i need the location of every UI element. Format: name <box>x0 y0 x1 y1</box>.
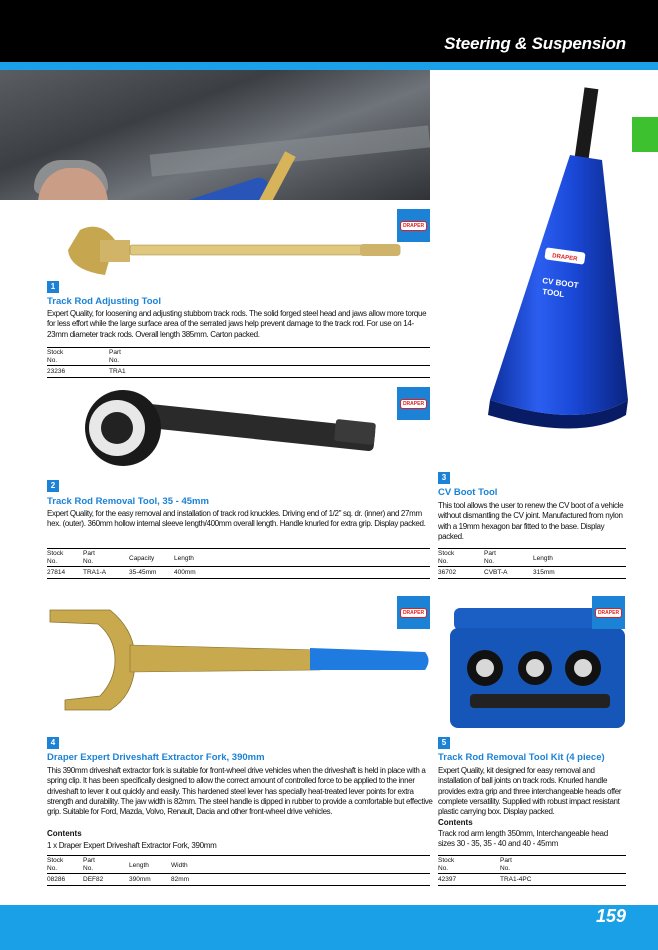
svg-text:CV BOOT: CV BOOT <box>541 276 580 291</box>
product-description: This tool allows the user to renew the CV boot of a vehicle without dismantling the CV joint. Manufactured from nylon with a 19mm hexagon bar fitted to the base. Display packed. <box>438 501 624 541</box>
column-header: Part No. <box>109 349 121 364</box>
product-title: CV Boot Tool <box>438 487 498 498</box>
product-title: Track Rod Adjusting Tool <box>47 296 161 307</box>
column-header: Length <box>174 555 194 562</box>
capacity-value: 35-45mm <box>129 569 157 576</box>
product-number-badge: 3 <box>438 472 450 484</box>
product-description: Expert Quality, kit designed for easy removal and installation of ball joints on track rods. Knurled handle provides extra grip and three interchangeable heads offer complete versatility. Supplied with robust impact resistant plastic carrying box. Display packed. <box>438 766 622 817</box>
column-header: Length <box>533 555 553 562</box>
footer-bar <box>0 905 658 950</box>
column-header: Part No. <box>83 857 95 872</box>
contents-label: Contents <box>438 818 473 827</box>
spec-table <box>47 548 430 579</box>
column-header: Stock No. <box>438 857 455 872</box>
product-number-badge: 4 <box>47 737 59 749</box>
draper-logo: DRAPER <box>397 387 430 420</box>
track-rod-adjusting-tool-image <box>60 220 410 280</box>
header-stripe <box>0 62 658 70</box>
product-description: Expert Quality, for loosening and adjusting stubborn track rods. The solid forged steel head and jaws allow more torque for less effort while the large surface area of the serrated jaws help prevent damage to the track rod. For use on 14-23mm diameter track rods. Overall length 385mm. Carton packed. <box>47 309 427 339</box>
product-title: Track Rod Removal Tool Kit (4 piece) <box>438 752 605 763</box>
cv-boot-logo-text: DRAPER <box>551 253 578 263</box>
length-value: 400mm <box>174 569 196 576</box>
length-value: 390mm <box>129 876 151 883</box>
part-number: DEF82 <box>83 876 104 883</box>
product-description: Expert Quality, for the easy removal and installation of track rod knuckles. Driving end of 1/2" sq. dr. (inner) and 27mm hex. (outer). 360mm hollow internal sleeve length/400mm overall length. Handle knurled for extra grip. Display packed. <box>47 509 426 529</box>
part-number: TRA1-4PC <box>500 876 532 883</box>
product-description: This 390mm driveshaft extractor fork is suitable for front-wheel drive vehicles when the driveshaft is held in place with a spring clip. It has been specifically designed to allow the correct amount of controlled force to be applied to the inner driveshaft to lever it out quickly and easily. This hardened steel lever has specially heat-treated lever points for extra strength and durability. The jaw width is 82mm. The steel handle is dipped in rubber to provide a comfortable but effective grip. Suitable for Ford, Mazda, Volvo, Renault, Dacia and other front-wheel drive vehicles. <box>47 766 433 817</box>
section-tab-marker <box>632 117 658 152</box>
part-number: CVBT-A <box>484 569 508 576</box>
track-rod-removal-tool-image <box>85 388 385 478</box>
stock-number: 08286 <box>47 876 66 883</box>
cv-boot-tool-image <box>430 70 631 470</box>
page-number: 159 <box>595 906 626 926</box>
contents-text: Track rod arm length 350mm, Interchangeable head sizes 30 - 35, 35 - 40 and 40 - 45mm <box>438 829 608 849</box>
draper-logo: DRAPER <box>397 209 430 242</box>
column-header: Part No. <box>500 857 512 872</box>
column-header: Part No. <box>484 550 496 565</box>
hero-photo-mechanic <box>0 70 430 200</box>
column-header: Stock No. <box>438 550 455 565</box>
column-header: Capacity <box>129 555 155 562</box>
column-header: Part No. <box>83 550 95 565</box>
driveshaft-extractor-fork-image <box>40 600 435 725</box>
column-header: Stock No. <box>47 857 64 872</box>
column-header: Width <box>171 862 188 869</box>
product-number-badge: 2 <box>47 480 59 492</box>
column-header: Stock No. <box>47 349 64 364</box>
part-number: TRA1-A <box>83 569 107 576</box>
column-header: Stock No. <box>47 550 64 565</box>
stock-number: 27814 <box>47 569 66 576</box>
spec-table <box>47 855 430 886</box>
stock-number: 23236 <box>47 368 66 375</box>
contents-text: 1 x Draper Expert Driveshaft Extractor Fork, 390mm <box>47 841 217 850</box>
length-value: 315mm <box>533 569 555 576</box>
product-number-badge: 5 <box>438 737 450 749</box>
stock-number: 36702 <box>438 569 457 576</box>
section-title: Steering & Suspension <box>444 34 626 53</box>
stock-number: 42397 <box>438 876 457 883</box>
spec-table <box>438 548 626 579</box>
part-number: TRA1 <box>109 368 126 375</box>
cv-boot-tool-illustration <box>430 70 631 470</box>
product-title: Draper Expert Driveshaft Extractor Fork, 390mm <box>47 752 265 763</box>
column-header: Length <box>129 862 149 869</box>
product-number-badge: 1 <box>47 281 59 293</box>
spec-table <box>47 347 430 378</box>
product-title: Track Rod Removal Tool, 35 - 45mm <box>47 496 209 507</box>
svg-text:TOOL: TOOL <box>541 287 565 300</box>
draper-logo: DRAPER <box>592 596 625 629</box>
contents-label: Contents <box>47 829 82 838</box>
spec-table <box>438 855 626 886</box>
draper-logo: DRAPER <box>397 596 430 629</box>
width-value: 82mm <box>171 876 190 883</box>
